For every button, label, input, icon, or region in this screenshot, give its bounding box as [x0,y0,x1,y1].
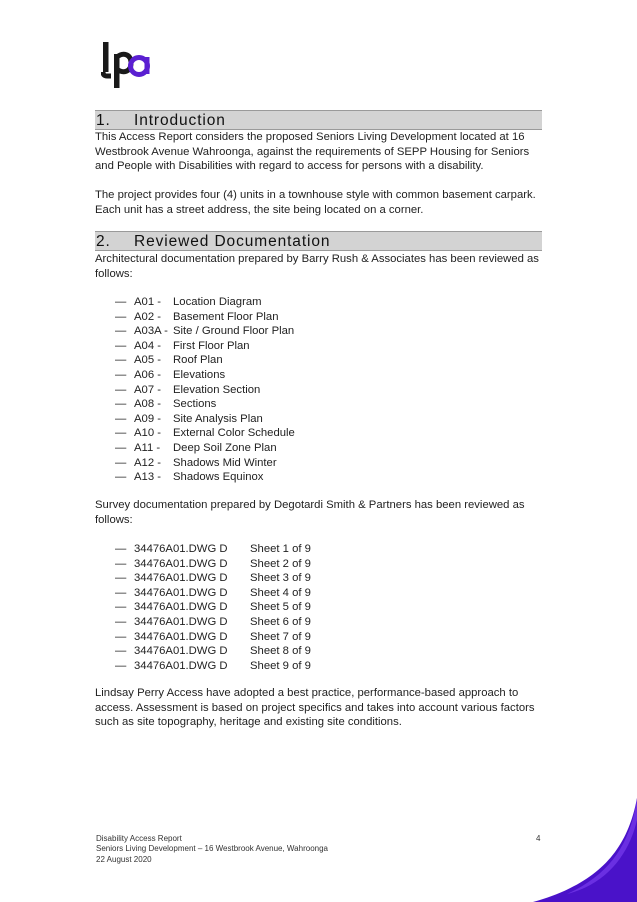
corner-swoosh-decoration [527,792,637,902]
lpa-logo [101,40,151,90]
section-heading-reviewed-documentation [95,231,542,251]
footer-project-name: Seniors Living Development – 16 Westbrook Avenue, Wahroonga [96,844,328,854]
survey-intro-paragraph: Survey documentation prepared by Degotardi Smith & Partners has been reviewed as follows: [95,499,525,526]
intro-paragraph-2: The project provides four (4) units in a townhouse style with common basement carpark. Each unit has a street address, the site being located on a corner. [95,189,536,216]
section-title: Introduction [134,112,226,129]
arch-intro-paragraph: Architectural documentation prepared by Barry Rush & Associates has been reviewed as follows: [95,253,539,280]
page-number: 4 [536,834,541,843]
closing-paragraph: Lindsay Perry Access have adopted a best practice, performance-based approach to access. Assessment is based on project specifics and takes into account various factors such as site topography, heritage and existing site conditions. [95,687,535,729]
section-heading-introduction [95,110,542,130]
intro-paragraph-1: This Access Report considers the proposed Seniors Living Development located at 16 Westbrook Avenue Wahroonga, against the requirements of SEPP Housing for Seniors and People with Disabilities with regard to access for persons with a disability. [95,131,530,173]
section-number: 2. [96,233,111,250]
section-number: 1. [96,112,111,129]
page-footer [96,834,328,865]
footer-report-title: Disability Access Report [96,834,182,843]
section-title: Reviewed Documentation [134,233,331,250]
footer-date: 22 August 2020 [96,854,152,864]
